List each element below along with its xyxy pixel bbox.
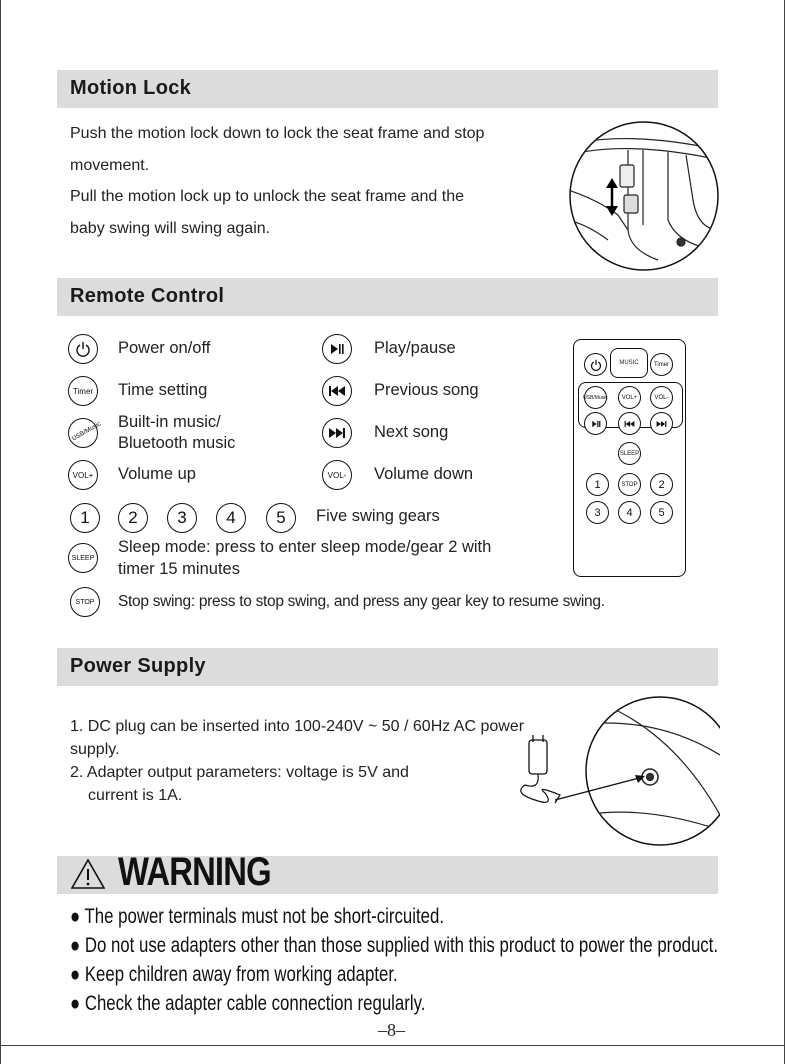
warning-icon (70, 858, 106, 890)
motion-lock-illustration (568, 120, 720, 272)
remote-control-header (57, 278, 718, 316)
remote-vol-up-button: VOL+ (618, 386, 641, 409)
sleep-label-2: timer 15 minutes (118, 560, 240, 578)
timer-label: Time setting (118, 381, 208, 399)
page-border-left (0, 0, 1, 1064)
play-pause-icon (322, 334, 352, 364)
page-border-bottom (0, 1045, 785, 1046)
next-icon (322, 418, 352, 448)
gear-1-icon: 1 (70, 503, 100, 533)
remote-gear-4: 4 (618, 501, 641, 524)
motion-lock-line-2: movement. (70, 157, 150, 174)
remote-gear-1: 1 (586, 473, 609, 496)
remote-play-button (584, 412, 607, 435)
vol-up-label: Volume up (118, 465, 196, 483)
vol-down-label: Volume down (374, 465, 474, 483)
gears-label: Five swing gears (316, 507, 440, 525)
previous-label: Previous song (374, 381, 479, 399)
power-adapter-illustration (515, 695, 720, 855)
warning-bullet-3-text: Keep children away from working adapter. (84, 963, 398, 986)
remote-music-button: MUSIC (610, 348, 648, 378)
remote-sleep-button: SLEEP (618, 442, 641, 465)
motion-lock-line-4: baby swing will swing again. (70, 220, 271, 237)
remote-gear-5: 5 (650, 501, 673, 524)
stop-icon: STOP (70, 587, 100, 617)
motion-lock-line-3: Pull the motion lock up to unlock the seat frame and the (70, 188, 465, 205)
remote-gear-3: 3 (586, 501, 609, 524)
vol-down-icon: VOL- (322, 460, 352, 490)
power-supply-line-3: 2. Adapter output parameters: voltage is 5V and (70, 764, 409, 781)
gear-2-icon: 2 (118, 503, 148, 533)
remote-usb-button: USB/Music (584, 386, 607, 409)
warning-title: WARNING (118, 850, 271, 894)
remote-control-title: Remote Control (70, 285, 225, 307)
page-number: –8– (378, 1020, 405, 1040)
vol-up-icon: VOL+ (68, 460, 98, 490)
power-supply-line-4: current is 1A. (88, 787, 183, 804)
previous-icon (322, 376, 352, 406)
motion-lock-title: Motion Lock (70, 77, 192, 99)
power-supply-title: Power Supply (70, 655, 206, 677)
motion-lock-header (57, 70, 718, 108)
timer-icon: Timer (68, 376, 98, 406)
sleep-label-1: Sleep mode: press to enter sleep mode/gear 2 with (118, 538, 492, 556)
remote-power-icon (584, 353, 607, 376)
gear-4-icon: 4 (216, 503, 246, 533)
remote-previous-button (618, 412, 641, 435)
music-label-1: Built-in music/ (118, 413, 221, 431)
power-label: Power on/off (118, 339, 211, 357)
gear-5-icon: 5 (266, 503, 296, 533)
remote-next-button (650, 412, 673, 435)
warning-bullet-4: ● Check the adapter cable connection regularly. (70, 992, 426, 1015)
usb-music-icon-text: USB/Music (70, 419, 103, 443)
warning-bullet-1-text: The power terminals must not be short-circuited. (84, 905, 444, 928)
motion-lock-line-1: Push the motion lock down to lock the seat frame and stop (70, 125, 485, 142)
warning-bullet-1: ● The power terminals must not be short-circuited. (70, 905, 444, 928)
power-supply-line-1: 1. DC plug can be inserted into 100-240V ~ 50 / 60Hz AC power (70, 718, 525, 735)
play-pause-label: Play/pause (374, 339, 456, 357)
remote-stop-button: STOP (618, 473, 641, 496)
next-label: Next song (374, 423, 449, 441)
gear-3-icon: 3 (167, 503, 197, 533)
remote-gear-2: 2 (650, 473, 673, 496)
warning-bullet-4-text: Check the adapter cable connection regularly. (84, 992, 426, 1015)
music-label-2: Bluetooth music (118, 434, 236, 452)
warning-bullet-3: ● Keep children away from working adapter. (70, 963, 398, 986)
warning-bullet-2: ● Do not use adapters other than those supplied with this product to power the product. (70, 934, 719, 957)
remote-vol-down-button: VOL- (650, 386, 673, 409)
sleep-icon: SLEEP (68, 543, 98, 573)
usb-music-icon (68, 418, 103, 448)
remote-illustration (573, 339, 686, 577)
power-supply-header (57, 648, 718, 686)
power-icon (68, 334, 98, 364)
warning-bullet-2-text: Do not use adapters other than those supplied with this product to power the product. (84, 934, 719, 957)
stop-label: Stop swing: press to stop swing, and press any gear key to resume swing. (118, 593, 605, 610)
power-supply-line-2: supply. (70, 741, 120, 758)
remote-timer-button: Timer (650, 353, 673, 376)
